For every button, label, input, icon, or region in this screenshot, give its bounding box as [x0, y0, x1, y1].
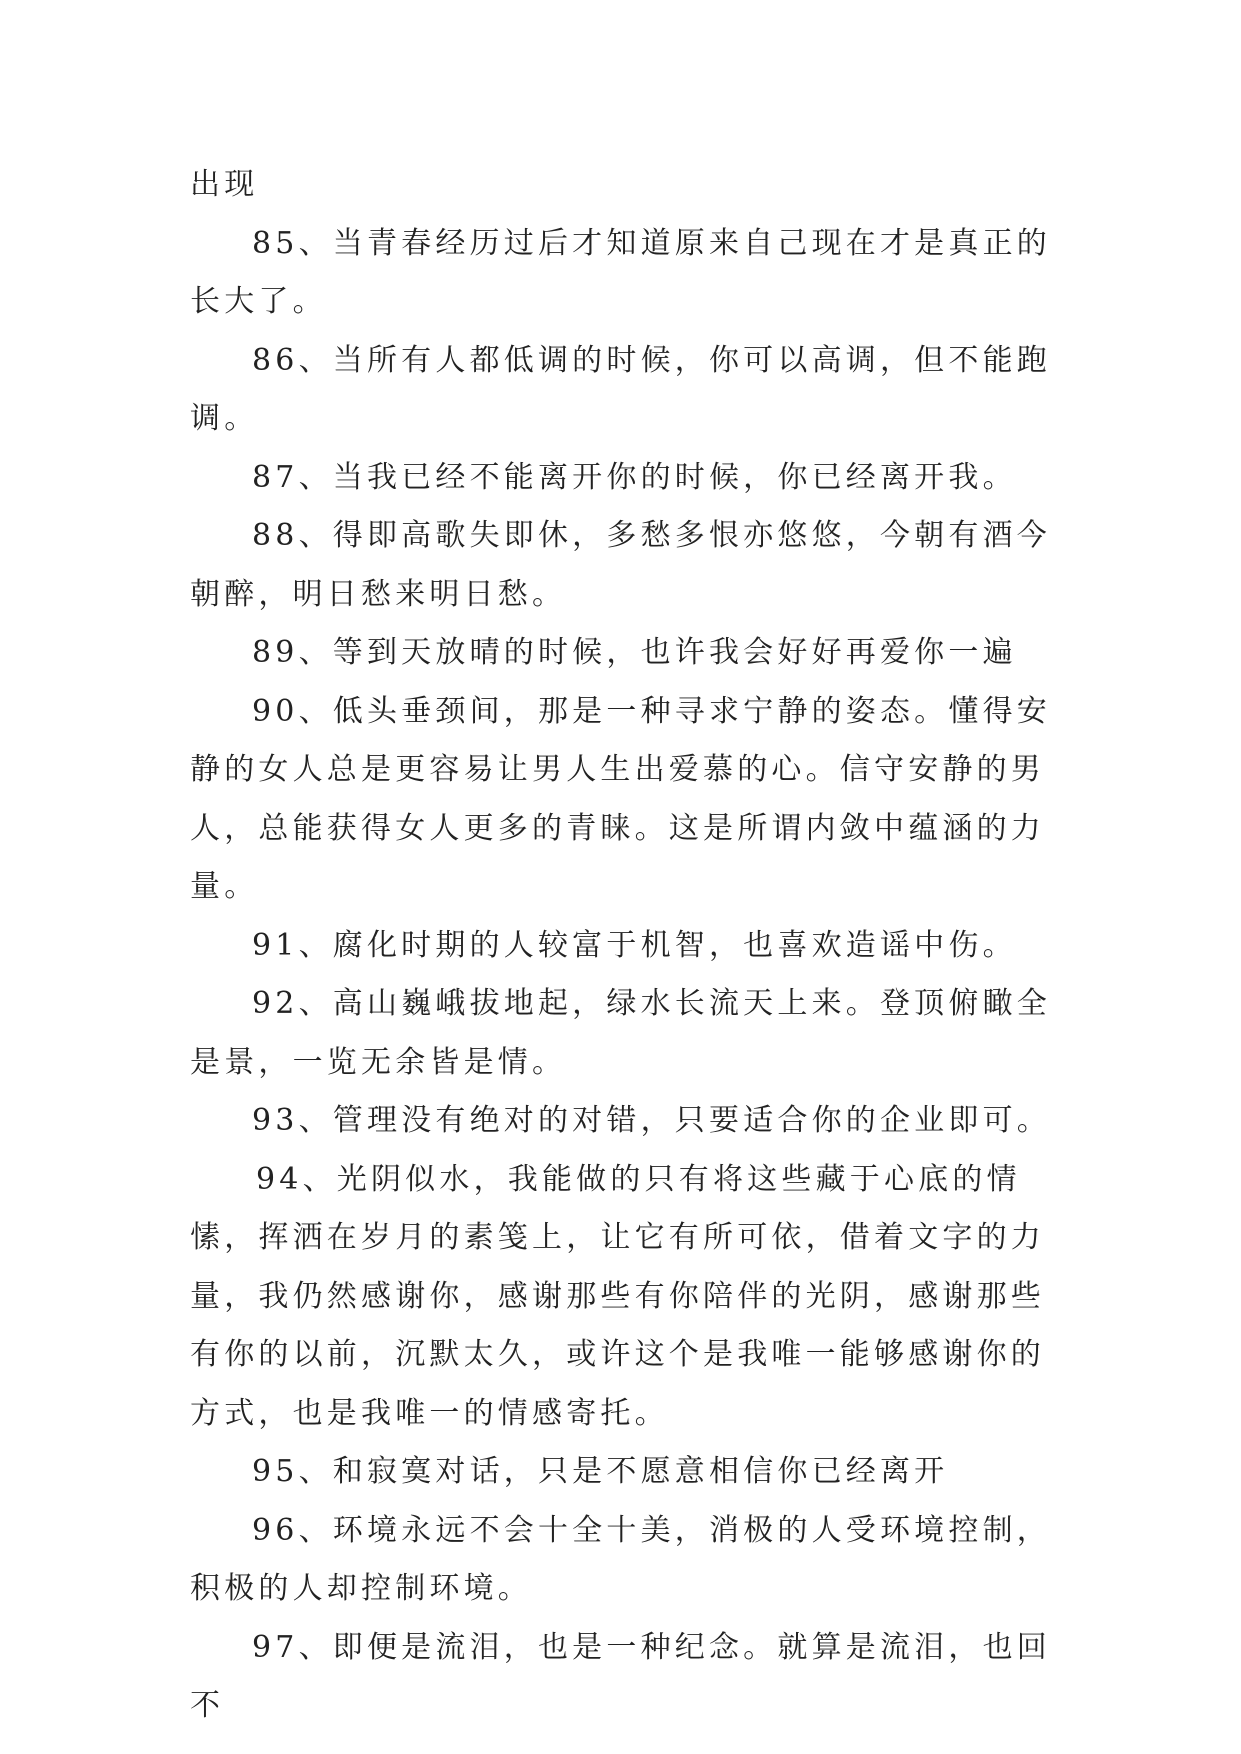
paragraph-93: 93、管理没有绝对的对错，只要适合你的企业即可。 — [252, 1103, 1051, 1138]
paragraph-88: 88、得即高歌失即休，多愁多恨亦悠悠，今朝有酒今朝醉，明日愁来明日愁。 — [190, 518, 1051, 612]
paragraph-87: 87、当我已经不能离开你的时候，你已经离开我。 — [252, 459, 1017, 495]
paragraph-94: 94、光阴似水，我能做的只有将这些藏于心底的情愫，挥洒在岁月的素笺上，让它有所可依，借着文字的力量，我仍然感谢你，感谢那些有你陪伴的光阴，感谢那些有你的以前，沉默太久，或许这个是我唯一能够感谢你的方式，也是我唯一的情感寄托。 — [190, 1161, 1045, 1431]
paragraph-92: 92、高山巍峨拔地起，绿水长流天上来。登顶俯瞰全是景，一览无余皆是情。 — [190, 986, 1051, 1080]
document-body — [190, 156, 1070, 1736]
paragraph-90: 90、低头垂颈间，那是一种寻求宁静的姿态。懂得安静的女人总是更容易让男人生出爱慕的心。信守安静的男人，总能获得女人更多的青睐。这是所谓内敛中蕴涵的力量。 — [190, 693, 1051, 904]
paragraph-96: 96、环境永远不会十全十美，消极的人受环境控制，积极的人却控制环境。 — [190, 1512, 1051, 1606]
paragraph-86: 86、当所有人都低调的时候，你可以高调，但不能跑调。 — [190, 342, 1051, 436]
paragraph-continuation: 出现 — [190, 167, 259, 202]
paragraph-95: 95、和寂寞对话，只是不愿意相信你已经离开 — [252, 1454, 949, 1489]
paragraph-85: 85、当青春经历过后才知道原来自己现在才是真正的长大了。 — [190, 225, 1051, 319]
paragraph-89: 89、等到天放晴的时候，也许我会好好再爱你一遍 — [252, 635, 1017, 670]
paragraph-91: 91、腐化时期的人较富于机智，也喜欢造谣中伤。 — [252, 927, 1017, 963]
paragraph-97: 97、即便是流泪，也是一种纪念。就算是流泪，也回不 — [190, 1629, 1051, 1723]
